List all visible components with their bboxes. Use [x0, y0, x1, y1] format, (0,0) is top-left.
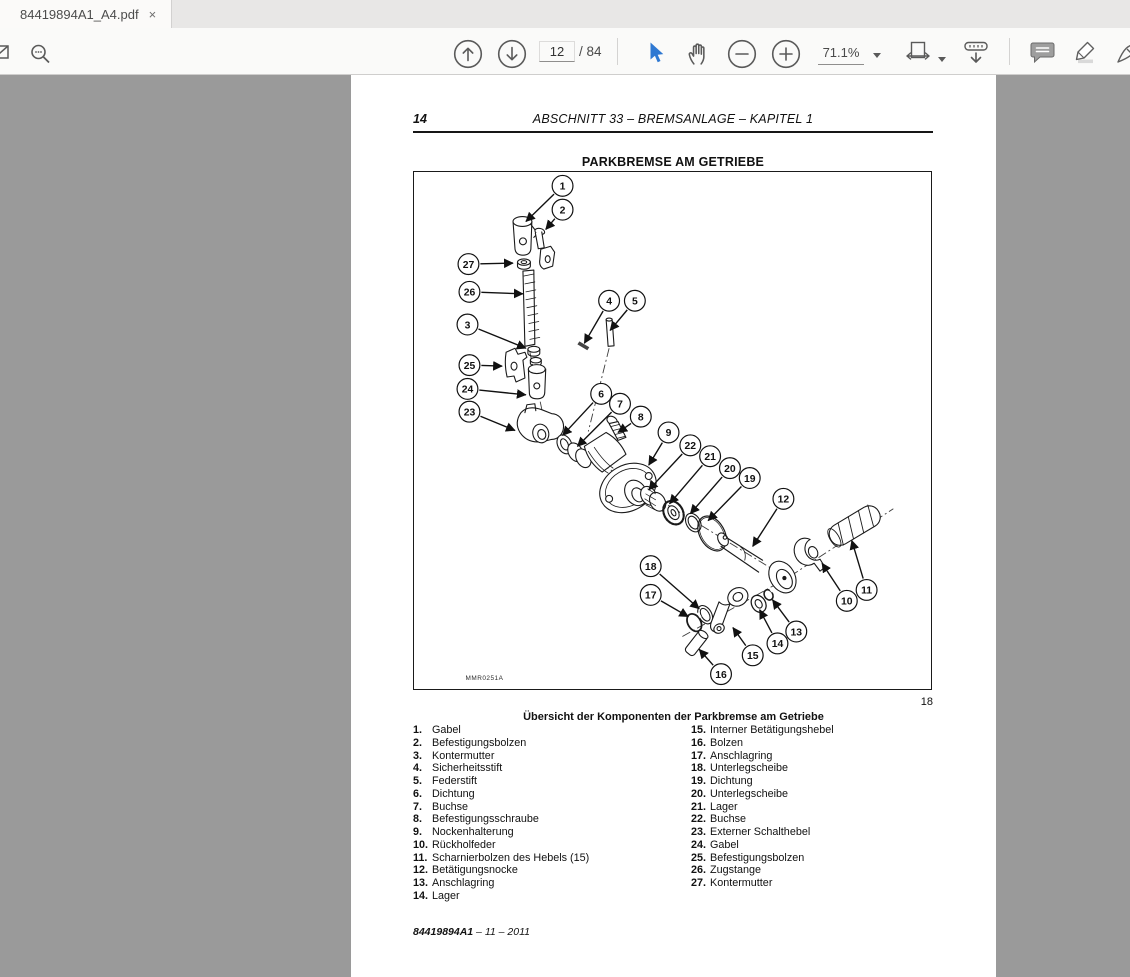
- parts-list-item: 14. Lager: [413, 889, 460, 902]
- page-number-input[interactable]: [539, 41, 575, 62]
- parts-list-item: 9. Nockenhalterung: [413, 826, 514, 839]
- svg-text:1: 1: [559, 181, 566, 193]
- svg-text:16: 16: [715, 669, 727, 681]
- svg-text:8: 8: [637, 412, 644, 424]
- svg-text:18: 18: [644, 561, 657, 573]
- highlight-icon[interactable]: [1071, 40, 1098, 65]
- parts-list-item: 26. Zugstange: [691, 864, 762, 877]
- page-footer: [413, 926, 530, 938]
- parts-list-left: [413, 724, 683, 903]
- page-down-icon[interactable]: [497, 39, 527, 69]
- svg-text:12: 12: [777, 494, 790, 506]
- svg-text:26: 26: [463, 287, 476, 299]
- zoom-dropdown-caret[interactable]: [873, 53, 881, 58]
- exploded-diagram: [414, 172, 929, 687]
- zoom-in-icon[interactable]: [771, 39, 801, 69]
- svg-text:4: 4: [606, 296, 612, 308]
- svg-text:7: 7: [617, 399, 623, 411]
- svg-text:24: 24: [461, 384, 474, 396]
- parts-list-item: 13. Anschlagring: [413, 877, 495, 890]
- page-number-label: 14: [413, 112, 427, 126]
- footer-revision-date: – 11 – 2011: [473, 926, 530, 938]
- select-tool-icon[interactable]: [645, 41, 665, 64]
- svg-text:17: 17: [644, 590, 657, 602]
- parts-list-item: 3. Kontermutter: [413, 749, 495, 762]
- figure-code: MMR0251A: [465, 675, 504, 683]
- svg-text:19: 19: [743, 473, 756, 485]
- parts-list-item: 27. Kontermutter: [691, 877, 773, 890]
- svg-text:21: 21: [704, 452, 716, 464]
- tab-close-icon[interactable]: ×: [148, 6, 157, 22]
- tab-bar: [0, 0, 1130, 28]
- svg-text:20: 20: [724, 463, 736, 475]
- hand-tool-icon[interactable]: [685, 40, 710, 66]
- toolbar-separator: [617, 38, 618, 65]
- parts-list-item: 1. Gabel: [413, 724, 461, 736]
- figure-caption: Übersicht der Komponenten der Parkbremse am Getriebe: [523, 711, 824, 723]
- svg-text:5: 5: [631, 296, 638, 308]
- parts-list-item: 17. Anschlagring: [691, 749, 773, 762]
- parts-list-item: 8. Befestigungsschraube: [413, 813, 539, 826]
- parts-list-item: 19. Dichtung: [691, 775, 753, 788]
- fit-dropdown-caret[interactable]: [938, 57, 946, 62]
- parts-list-item: 18. Unterlegscheibe: [691, 762, 789, 775]
- parts-list-item: 6. Dichtung: [413, 787, 475, 800]
- svg-text:15: 15: [746, 651, 759, 663]
- parts-list-item: 12. Betätigungsnocke: [413, 864, 518, 877]
- svg-text:25: 25: [463, 360, 476, 372]
- search-icon[interactable]: [29, 43, 52, 66]
- chapter-header: ABSCHNITT 33 – BREMSANLAGE – KAPITEL 1: [532, 112, 814, 126]
- tab-title: 84419894A1_A4.pdf: [20, 6, 139, 22]
- parts-list-item: 24. Gabel: [691, 838, 739, 851]
- parts-list-item: 23. Externer Schalthebel: [691, 826, 811, 839]
- parts-list-right: [691, 724, 971, 890]
- fit-width-icon[interactable]: [905, 41, 931, 63]
- svg-text:27: 27: [462, 259, 475, 271]
- zoom-out-icon[interactable]: [727, 39, 757, 69]
- svg-text:13: 13: [790, 627, 803, 639]
- sign-icon[interactable]: [1115, 41, 1130, 65]
- centerlines: [530, 348, 893, 639]
- parts-list-item: 22. Buchse: [691, 813, 747, 826]
- svg-text:3: 3: [464, 320, 471, 332]
- page-up-icon[interactable]: [453, 39, 483, 69]
- parts-list-item: 2. Befestigungsbolzen: [413, 736, 527, 749]
- comment-icon[interactable]: [1029, 41, 1056, 64]
- footer-document-code: 84419894A1: [413, 926, 474, 938]
- figure-number: 18: [920, 696, 933, 708]
- svg-text:2: 2: [559, 205, 566, 217]
- page-header: [413, 112, 933, 133]
- document-canvas[interactable]: [0, 75, 1130, 977]
- parts-list-item: 25. Befestigungsbolzen: [691, 851, 805, 864]
- parts-list-item: 11. Scharnierbolzen des Hebels (15): [413, 851, 590, 864]
- toolbar: [0, 28, 1130, 75]
- svg-text:10: 10: [841, 596, 853, 608]
- parts-list-item: 16. Bolzen: [691, 736, 744, 749]
- svg-text:23: 23: [463, 407, 476, 419]
- parts-list-item: 21. Lager: [691, 800, 738, 813]
- document-tab[interactable]: [0, 0, 172, 28]
- parts-list-item: 15. Interner Betätigungshebel: [691, 724, 834, 736]
- parts-list-item: 20. Unterlegscheibe: [691, 787, 789, 800]
- share-icon[interactable]: [0, 45, 9, 59]
- svg-text:9: 9: [665, 428, 672, 440]
- section-title: PARKBREMSE AM GETRIEBE: [581, 155, 765, 169]
- parts-list-item: 10. Rückholfeder: [413, 838, 496, 851]
- zoom-level-value[interactable]: 71.1%: [818, 45, 864, 65]
- figure-frame: [413, 171, 932, 690]
- scrolling-mode-icon[interactable]: [962, 41, 990, 65]
- pdf-page: [351, 75, 996, 977]
- parts-list-item: 5. Federstift: [413, 775, 478, 788]
- svg-text:14: 14: [771, 639, 784, 651]
- parts-list-item: 7. Buchse: [413, 800, 469, 813]
- page-total-label: / 84: [579, 44, 602, 59]
- svg-text:11: 11: [861, 585, 873, 597]
- svg-text:22: 22: [684, 441, 697, 453]
- toolbar-separator: [1009, 38, 1010, 65]
- svg-text:6: 6: [598, 389, 605, 401]
- parts-list-item: 4. Sicherheitsstift: [413, 762, 503, 775]
